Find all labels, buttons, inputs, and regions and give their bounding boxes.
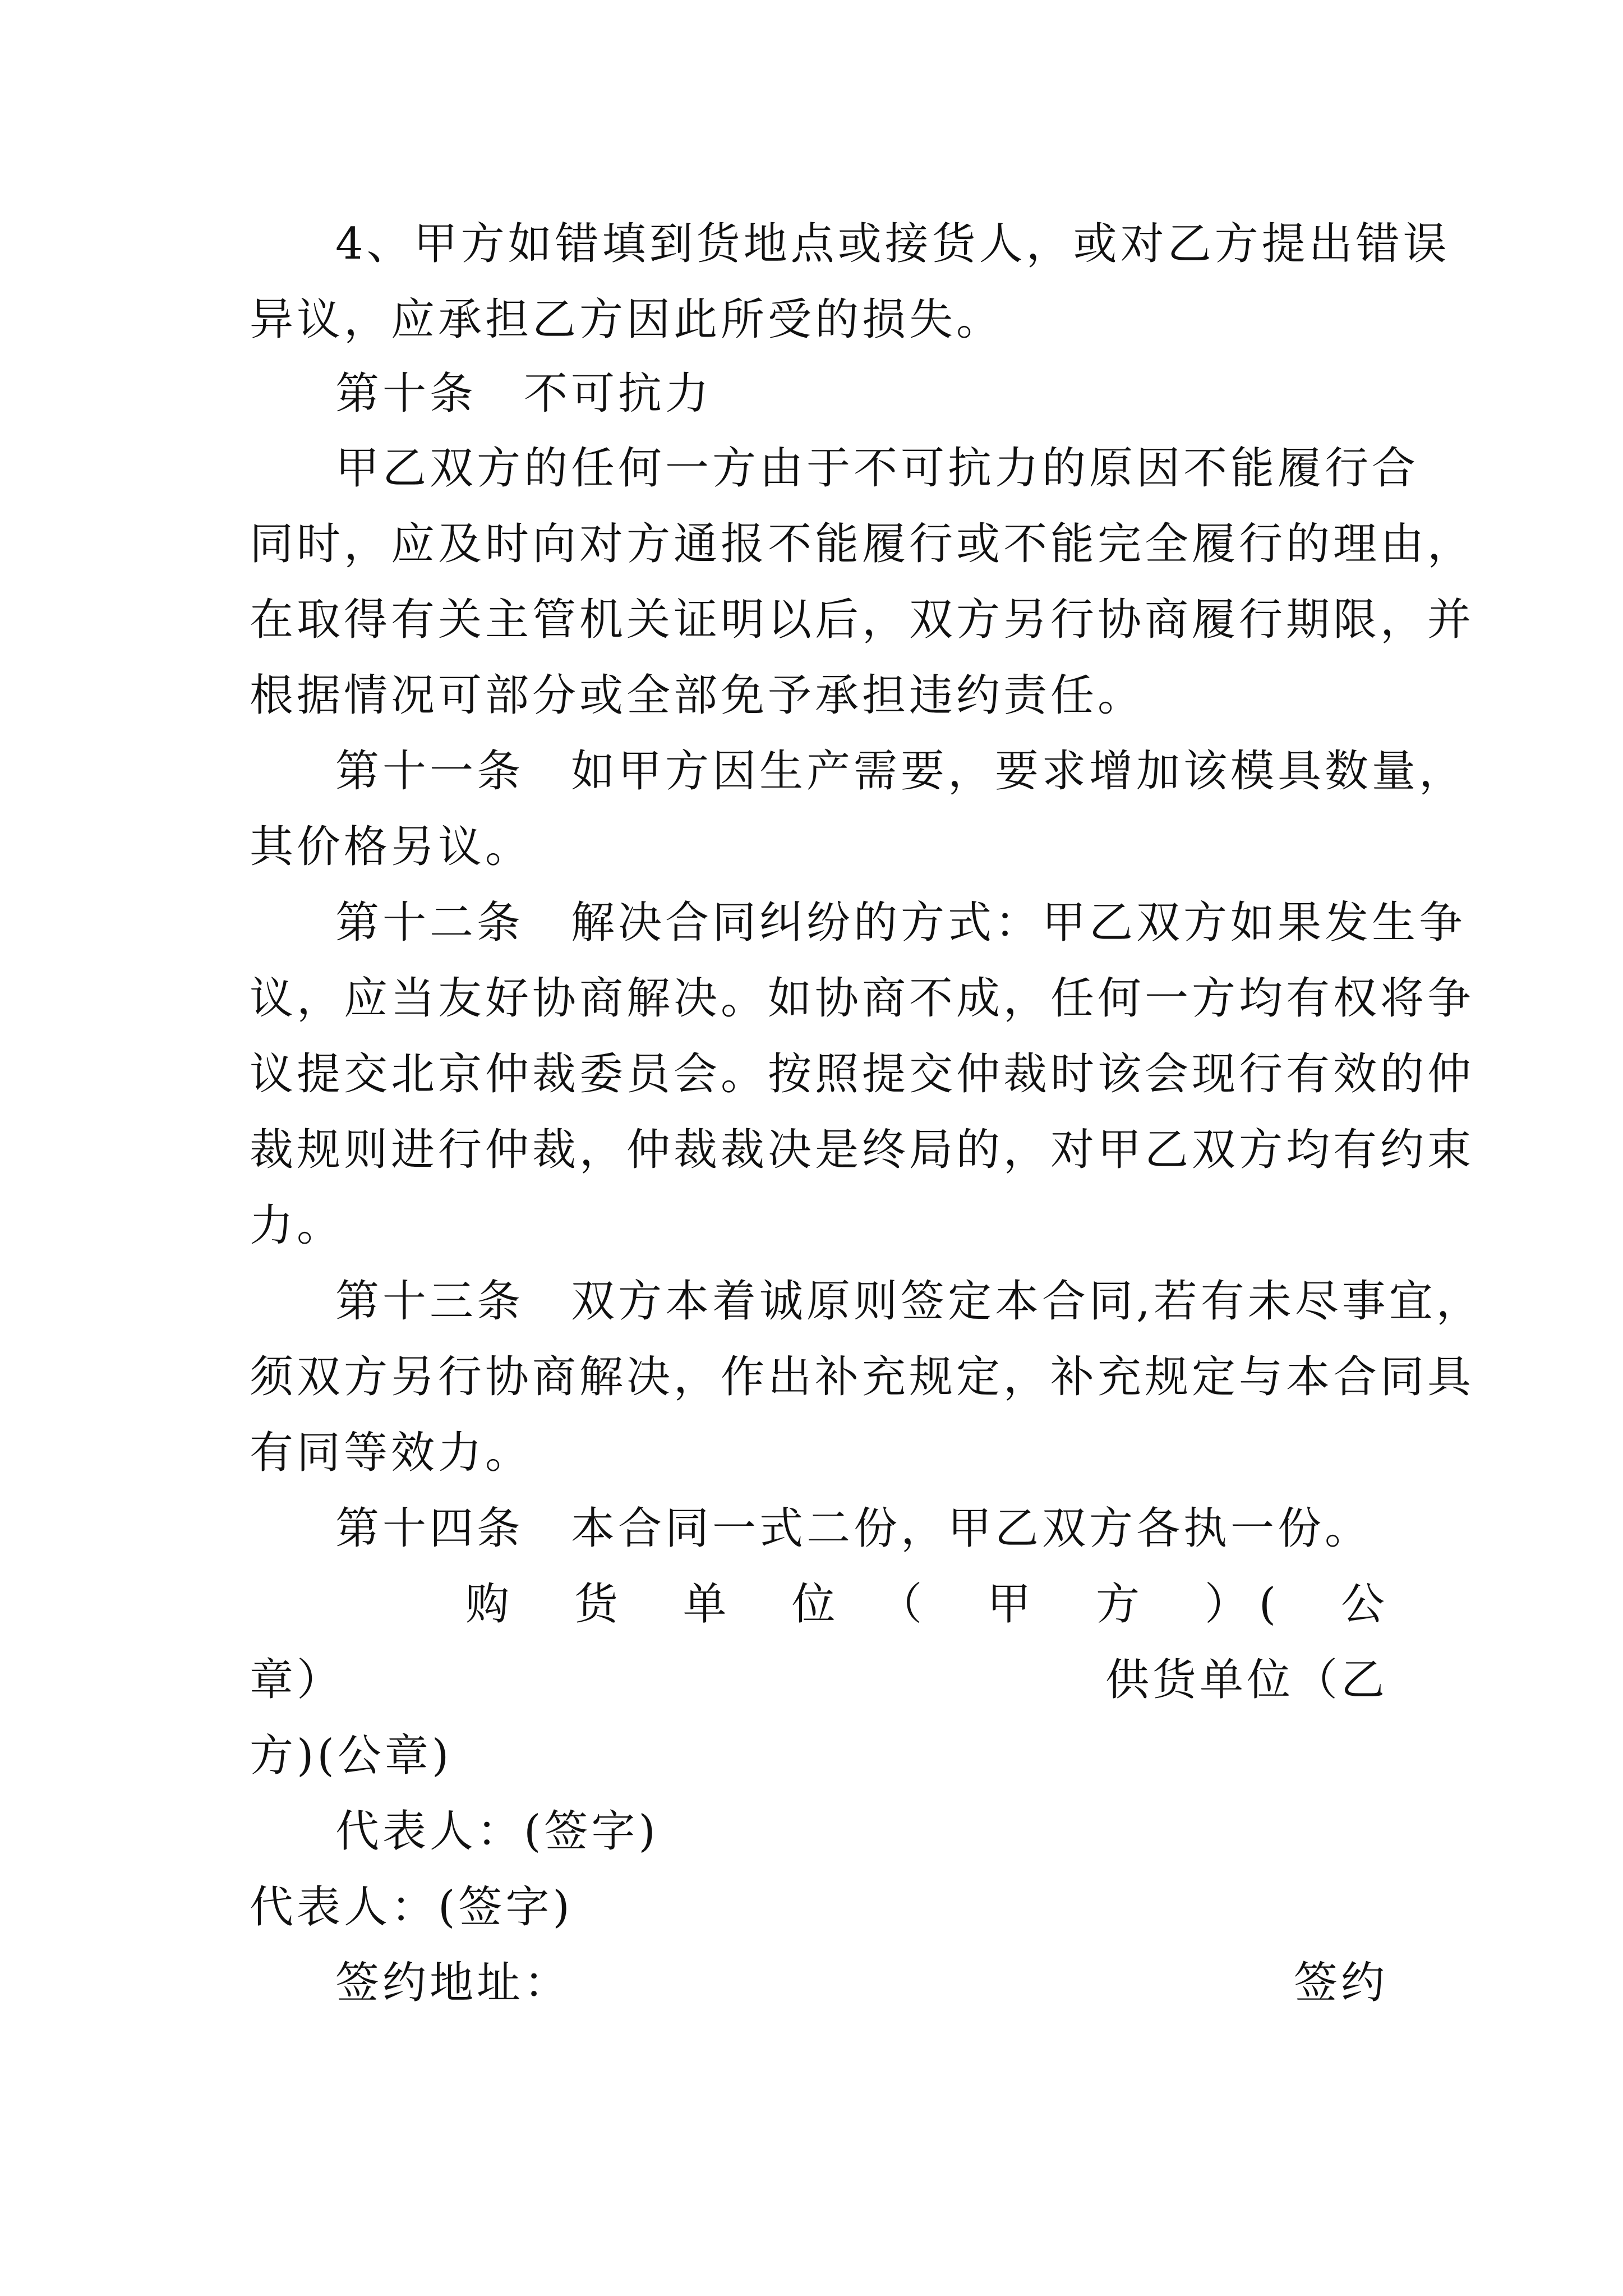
article-12-line-4: 裁规则进行仲裁，仲裁裁决是终局的，对甲乙双方均有约束 <box>250 1125 1475 1175</box>
buyer-seal-continuation: 章） <box>250 1655 344 1705</box>
signature-row-1 <box>250 1652 1388 1708</box>
seller-seal-line: 供货单位（乙 <box>1105 1655 1388 1705</box>
signing-location-label: 签约 <box>1293 1958 1388 2008</box>
signing-address-row <box>335 1955 1388 2011</box>
paragraph-line-4: 同时，应及时向对方通报不能履行或不能完全履行的理由， <box>250 519 1475 569</box>
article-11-line-1: 第十一条 如甲方因生产需要，要求增加该模具数量， <box>335 746 1467 797</box>
seller-seal-continuation: 方)(公章) <box>250 1731 453 1781</box>
article-12-line-2: 议，应当友好协商解决。如协商不成，任何一方均有权将争 <box>250 973 1475 1024</box>
article-11-line-2: 其价格另议。 <box>250 822 533 872</box>
article-13-line-1: 第十三条 双方本着诚原则签定本合同,若有未尽事宜， <box>335 1276 1483 1327</box>
article-14-line: 第十四条 本合同一式二份，甲乙双方各执一份。 <box>335 1503 1372 1554</box>
article-13-line-3: 有同等效力。 <box>250 1428 533 1478</box>
article-12-line-1: 第十二条 解决合同纠纷的方式：甲乙双方如果发生争 <box>335 898 1467 948</box>
article-12-line-3: 议提交北京仲裁委员会。按照提交仲裁时该会现行有效的仲 <box>250 1049 1475 1099</box>
article-12-line-5: 力。 <box>250 1200 344 1251</box>
section-heading-article-10: 第十条 不可抗力 <box>335 369 713 419</box>
paragraph-line-1: 4、甲方如错填到货地点或接货人，或对乙方提出错误 <box>335 219 1450 269</box>
paragraph-line-6: 根据情况可部分或全部免予承担违约责任。 <box>250 670 1145 721</box>
seller-representative-label: 代表人：(签字) <box>250 1882 573 1932</box>
buyer-seal-line: 购 货 单 位 （ 甲 方 ）( 公 <box>465 1579 1388 1630</box>
signing-address-label: 签约地址： <box>335 1958 571 2008</box>
buyer-representative-label: 代表人：(签字) <box>335 1806 659 1857</box>
paragraph-line-3: 甲乙双方的任何一方由于不可抗力的原因不能履行合 <box>335 443 1419 494</box>
article-13-line-2: 须双方另行协商解决，作出补充规定，补充规定与本合同具 <box>250 1352 1475 1402</box>
paragraph-line-2: 异议，应承担乙方因此所受的损失。 <box>250 295 1004 345</box>
paragraph-line-5: 在取得有关主管机关证明以后，双方另行协商履行期限，并 <box>250 595 1475 645</box>
